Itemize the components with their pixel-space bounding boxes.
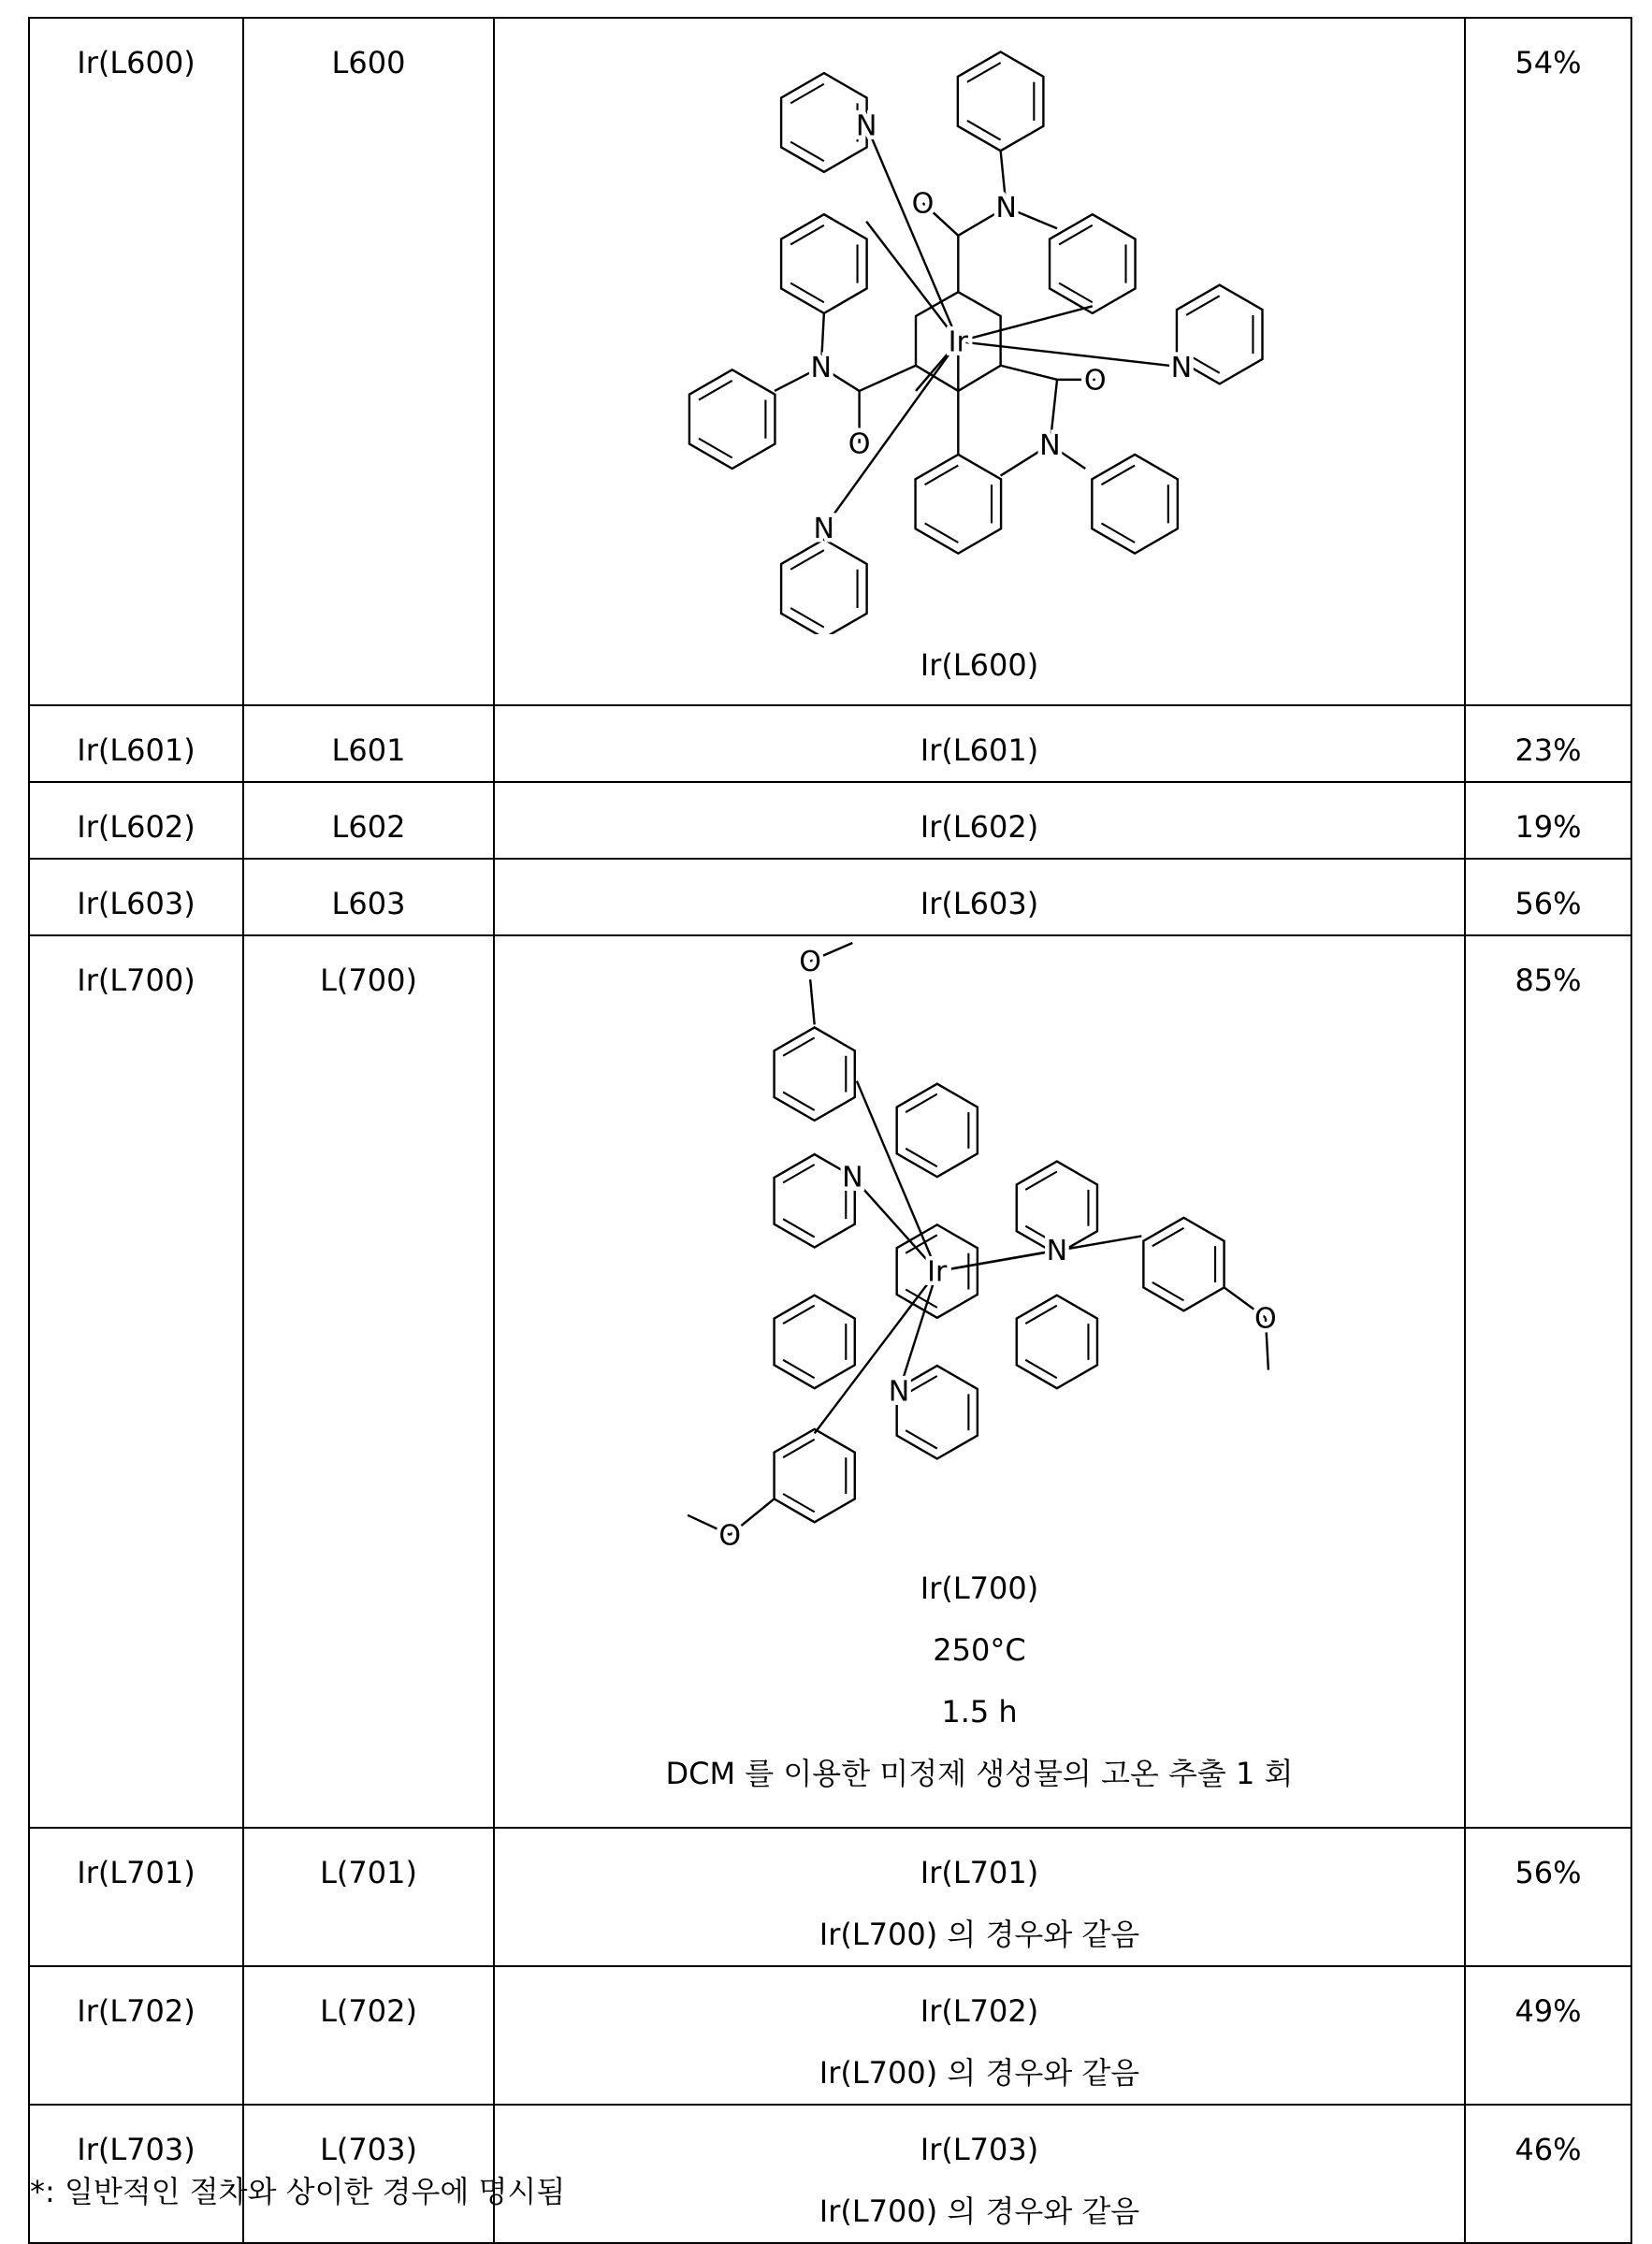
ring	[1092, 455, 1178, 554]
table-row	[29, 705, 1631, 782]
bond	[852, 1177, 936, 1271]
product-cell	[494, 2105, 1465, 2243]
atom-label-o: O	[848, 427, 871, 460]
footnote: *: 일반적인 절차와 상이한 경우에 명시됨	[30, 2168, 565, 2211]
double-bond	[925, 466, 959, 485]
product-cell: Ir(L601)	[494, 705, 1465, 782]
double-bond	[783, 1037, 815, 1055]
double-bond	[1101, 523, 1135, 543]
double-bond	[1025, 1306, 1057, 1324]
ligand-cell: L600	[243, 18, 494, 705]
product-cell: Ir(L602)	[494, 782, 1465, 859]
ring	[1143, 1218, 1224, 1310]
yield-cell: 56%	[1465, 859, 1631, 935]
double-bond	[906, 1094, 937, 1112]
double-bond	[1186, 296, 1220, 315]
double-bond	[906, 1376, 937, 1394]
ligand-cell: L(701)	[243, 1828, 494, 1966]
ring	[781, 73, 867, 172]
purification-note: DCM 를 이용한 미정제 생성물의 고온 추출 1 회	[500, 1743, 1458, 1804]
table-row	[29, 1966, 1631, 2105]
ring	[897, 1084, 978, 1177]
atom-label-n: N	[842, 1162, 863, 1194]
ring	[1017, 1296, 1097, 1388]
compound-cell: Ir(L603)	[29, 859, 243, 935]
atom-label-o: O	[1084, 364, 1107, 397]
double-bond	[967, 63, 1001, 82]
ring	[781, 214, 867, 313]
bond	[815, 1271, 937, 1433]
structure-ir-l600	[500, 26, 1464, 634]
double-bond	[790, 142, 824, 162]
ligand-cell: L602	[243, 782, 494, 859]
compound-cell: Ir(L602)	[29, 782, 243, 859]
product-label: Ir(L600)	[500, 634, 1458, 696]
ligand-cell: L601	[243, 705, 494, 782]
double-bond	[783, 1494, 815, 1512]
condition-note: Ir(L700) 의 경우와 같음	[500, 2042, 1458, 2104]
double-bond	[783, 1440, 815, 1457]
atom-label-o: O	[718, 1519, 741, 1552]
bond	[866, 222, 958, 341]
ligand-cell: L(703)	[243, 2105, 494, 2243]
atom-label-ir: Ir	[927, 1256, 948, 1289]
ring	[958, 51, 1044, 151]
product-cell: Ir(L603)	[494, 859, 1465, 935]
bond	[899, 1271, 937, 1391]
table-row	[29, 935, 1631, 1828]
double-bond	[790, 225, 824, 245]
ring	[1050, 214, 1136, 313]
atom-label-n: N	[814, 513, 835, 545]
double-bond	[1059, 283, 1093, 303]
double-bond	[1152, 1228, 1184, 1246]
product-label: Ir(L702)	[500, 1980, 1458, 2042]
yield-cell: 49%	[1465, 1966, 1631, 2105]
product-label: Ir(L701)	[500, 1842, 1458, 1904]
double-bond	[790, 84, 824, 104]
yield-cell: 23%	[1465, 705, 1631, 782]
product-label: Ir(L703)	[500, 2119, 1458, 2180]
double-bond	[783, 1219, 815, 1237]
double-bond	[1101, 466, 1135, 485]
bond	[824, 341, 958, 528]
temperature: 250°C	[500, 1619, 1458, 1681]
bond	[860, 366, 916, 391]
ring	[916, 455, 1002, 554]
table-row	[29, 18, 1631, 705]
table-row	[29, 1828, 1631, 1966]
yield-cell: 85%	[1465, 935, 1631, 1828]
atom-label-o: O	[799, 946, 821, 978]
ligand-cell: L(700)	[243, 935, 494, 1828]
compound-cell: Ir(L601)	[29, 705, 243, 782]
double-bond	[783, 1360, 815, 1378]
double-bond	[906, 1430, 937, 1448]
compound-cell: Ir(L703)	[29, 2105, 243, 2243]
double-bond	[699, 439, 732, 458]
double-bond	[783, 1165, 815, 1182]
condition-note: Ir(L700) 의 경우와 같음	[500, 1904, 1458, 1965]
structure-ir-l700	[500, 940, 1464, 1557]
atom-label-n: N	[856, 110, 877, 143]
atom-label-n: N	[811, 352, 833, 384]
double-bond	[906, 1235, 937, 1252]
bond	[866, 125, 958, 341]
ring	[775, 1027, 855, 1120]
double-bond	[1152, 1282, 1184, 1300]
ligand-cell: L603	[243, 859, 494, 935]
condition-note: Ir(L700) 의 경우와 같음	[500, 2180, 1458, 2242]
ring	[781, 540, 867, 634]
product-cell	[494, 1828, 1465, 1966]
atom-label-n: N	[995, 192, 1017, 224]
double-bond	[967, 121, 1001, 140]
bond	[958, 341, 1181, 367]
bond	[810, 979, 815, 1024]
yield-cell: 46%	[1465, 2105, 1631, 2243]
synthesis-table	[28, 17, 1632, 2244]
double-bond	[1025, 1172, 1057, 1190]
table-row	[29, 782, 1631, 859]
compound-cell: Ir(L702)	[29, 1966, 243, 2105]
double-bond	[1059, 225, 1093, 245]
double-bond	[783, 1093, 815, 1110]
double-bond	[699, 381, 732, 400]
table-row	[29, 859, 1631, 935]
compound-cell: Ir(L600)	[29, 18, 243, 705]
atom-label-n: N	[1171, 352, 1193, 384]
atom-label-n: N	[889, 1376, 910, 1409]
yield-cell: 56%	[1465, 1828, 1631, 1966]
bond	[958, 306, 1092, 341]
bond	[1001, 366, 1057, 380]
yield-cell: 19%	[1465, 782, 1631, 859]
double-bond	[790, 283, 824, 303]
double-bond	[906, 1149, 937, 1166]
ring	[689, 369, 775, 469]
double-bond	[925, 523, 959, 543]
product-label: Ir(L700)	[500, 1557, 1458, 1619]
yield-cell: 54%	[1465, 18, 1631, 705]
compound-cell: Ir(L701)	[29, 1828, 243, 1966]
atom-label-ir: Ir	[949, 326, 969, 359]
atom-label-o: O	[1254, 1302, 1277, 1335]
product-cell	[494, 935, 1465, 1828]
double-bond	[783, 1306, 815, 1324]
atom-label-o: O	[912, 188, 935, 221]
double-bond	[1025, 1360, 1057, 1378]
ring	[775, 1296, 855, 1388]
double-bond	[790, 608, 824, 628]
atom-label-n: N	[1039, 429, 1061, 462]
ligand-cell: L(702)	[243, 1966, 494, 2105]
product-cell	[494, 18, 1465, 705]
double-bond	[790, 550, 824, 570]
ring	[775, 1429, 855, 1522]
compound-cell: Ir(L700)	[29, 935, 243, 1828]
duration: 1.5 h	[500, 1681, 1458, 1743]
product-cell	[494, 1966, 1465, 2105]
atom-label-n: N	[1047, 1235, 1068, 1267]
